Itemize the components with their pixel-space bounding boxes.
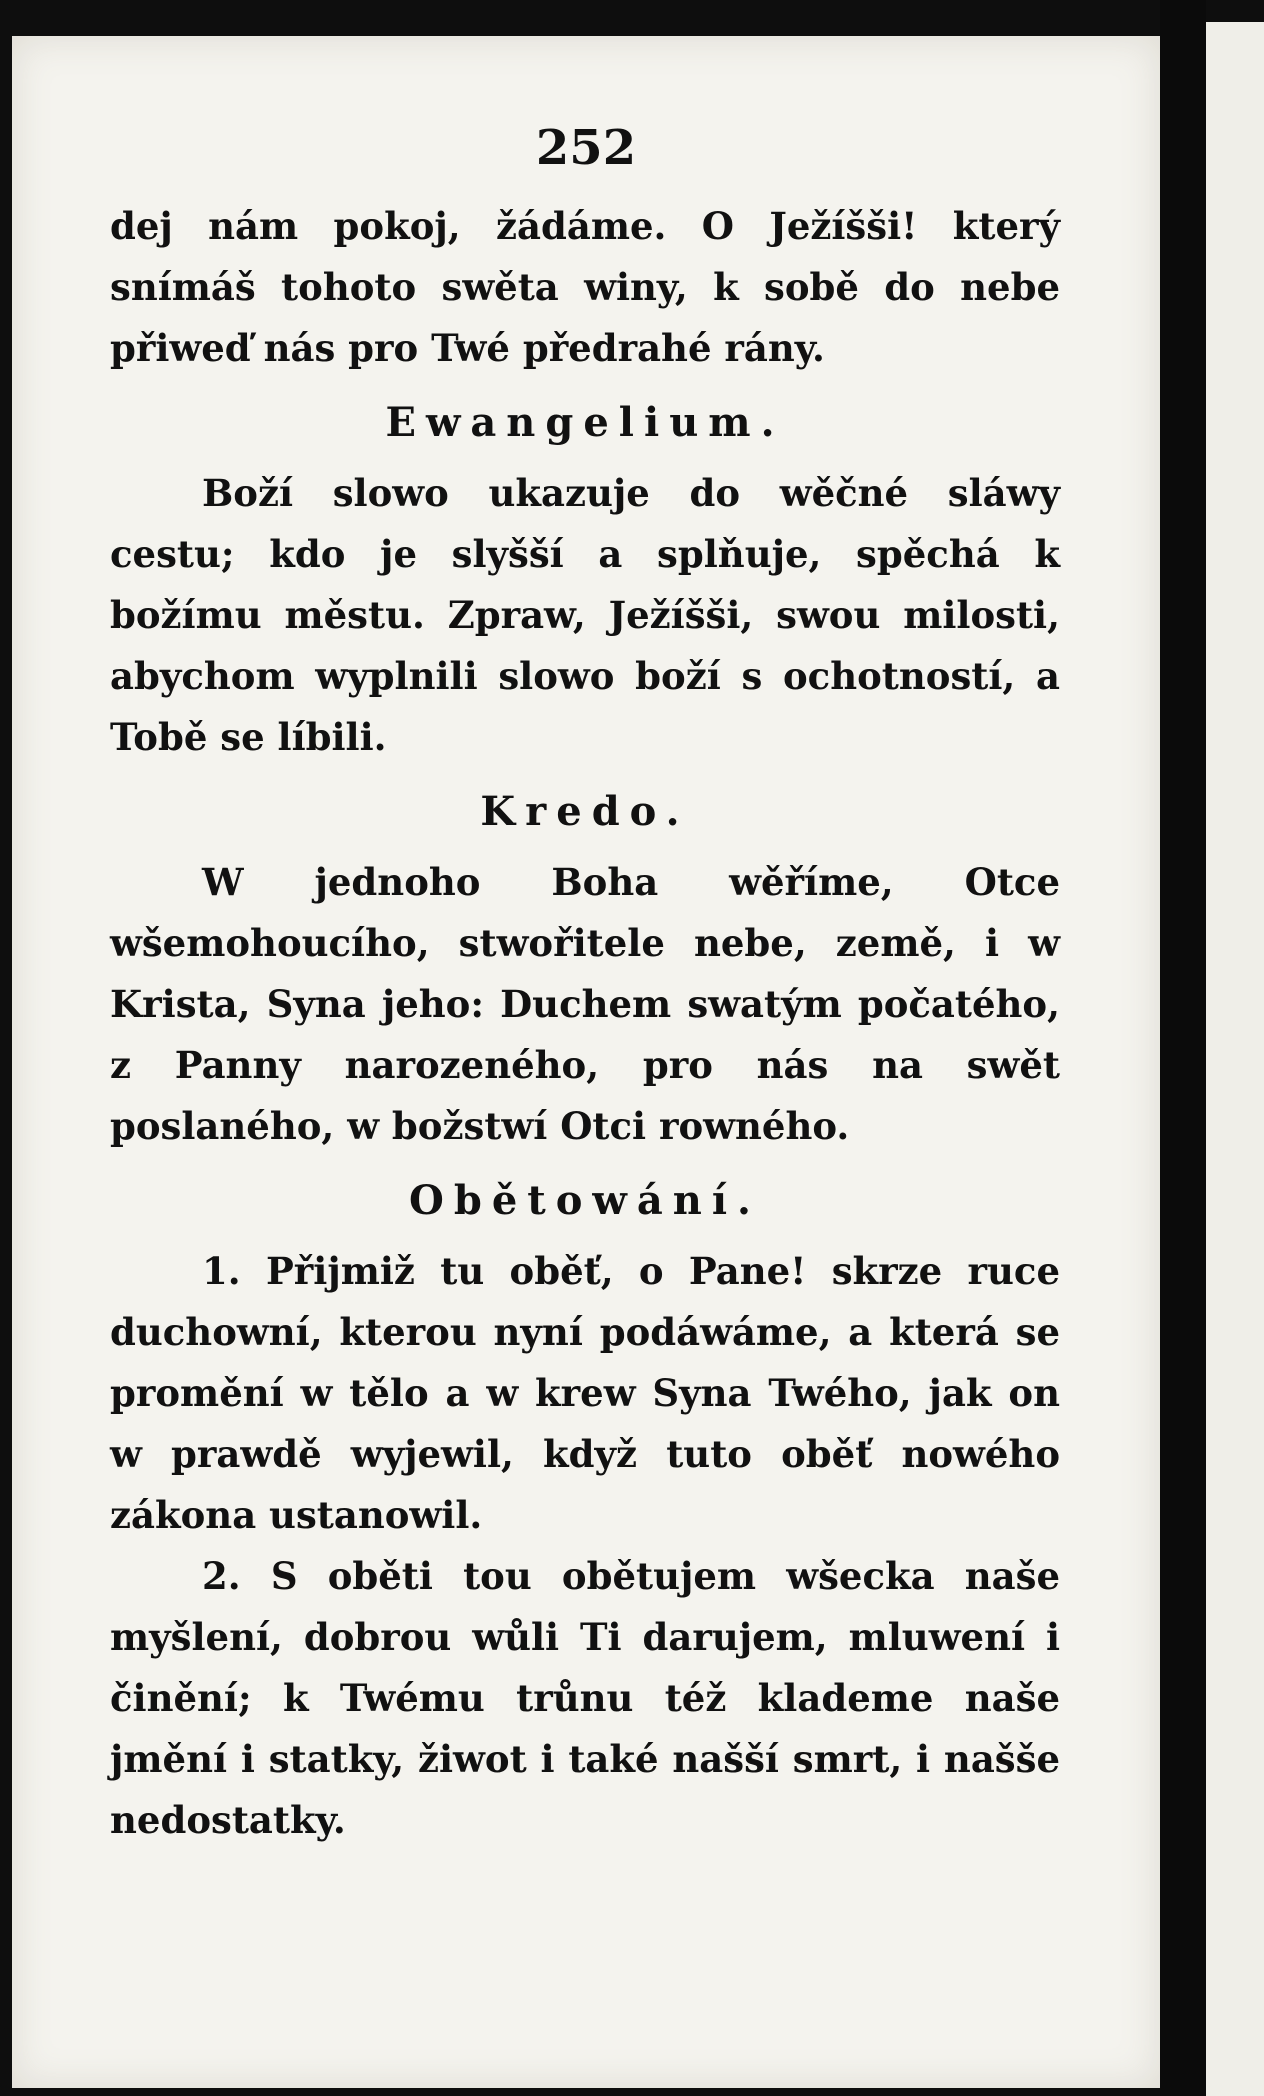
offering-item-number: 1. xyxy=(202,1249,241,1293)
book-page xyxy=(12,36,1160,2088)
offering-item-text: S oběti tou obětujem wšecka naše myšlení, dobrou wůli Ti darujem, mluwení i činění; k Twému trůnu též klademe naše jmění i statky, žiwot i také našší smrt, i našše nedostatky. xyxy=(110,1554,1060,1842)
page-number: 252 xyxy=(535,120,637,176)
offering-item-2 xyxy=(110,1546,1060,1851)
offering-item-text: Přijmiž tu oběť, o Pane! skrze ruce duchowní, kterou nyní podáwáme, a která se promění w tělo a w krew Syna Twého, jak on w prawdě wyjewil, když tuto oběť nowého zákona ustanowil. xyxy=(110,1249,1060,1537)
book-gutter xyxy=(1160,0,1206,2096)
section-heading-kredo: Kredo. xyxy=(480,788,690,835)
offering-item-1 xyxy=(110,1241,1060,1546)
page-body xyxy=(110,196,1060,1851)
offering-item-number: 2. xyxy=(202,1554,241,1598)
section-heading-evangelium: Ewangelium. xyxy=(385,399,785,446)
facing-page-edge xyxy=(1206,22,1264,2096)
section-text-kredo: W jednoho Boha wěříme, Otce wšemohoucího, stwořitele nebe, země, i w Krista, Syna jeho: Duchem swatým počatého, z Panny narozeného, pro nás na swět poslaného, w božstwí Otci rowného. xyxy=(110,860,1060,1148)
section-text-evangelium: Boží slowo ukazuje do wěčné sláwy cestu; kdo je slyšší a splňuje, spěchá k božímu městu. Zpraw, Ježíšši, swou milosti, abychom wyplnili slowo boží s ochotností, a Tobě se líbili. xyxy=(110,471,1060,759)
intro-paragraph: dej nám pokoj, žádáme. O Ježíšši! který snímáš tohoto swěta winy, k sobě do nebe přiweď nás pro Twé předrahé rány. xyxy=(110,204,1060,370)
section-heading-obetovani: Obětowání. xyxy=(409,1177,761,1224)
